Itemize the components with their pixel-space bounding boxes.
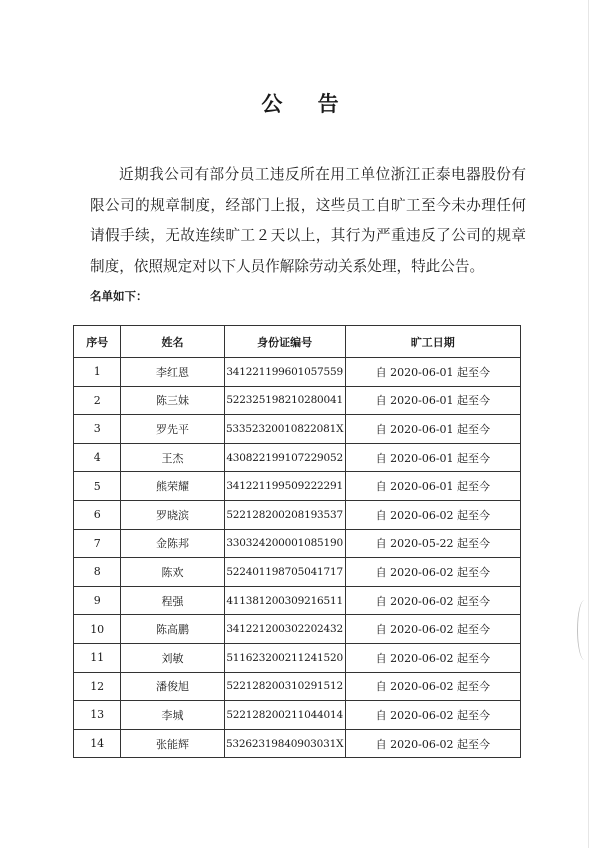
row-number: 8: [74, 558, 121, 587]
table-body: [74, 358, 521, 758]
row-id-number: 522325198210280041: [224, 386, 345, 415]
table-row: [74, 586, 521, 615]
notice-body: 近期我公司有部分员工违反所在用工单位浙江正泰电器股份有限公司的规章制度，经部门上报，这些员工自旷工至今未办理任何请假手续，无故连续旷工２天以上，其行为严重违反了公司的规章制度，依照规定对以下人员作解除劳动关系处理，特此公告。: [90, 166, 526, 275]
row-number: 5: [74, 472, 121, 501]
row-name: 熊荣耀: [121, 472, 224, 501]
row-absence-date: 自 2020-06-02 起至今: [345, 615, 520, 644]
row-name: 刘敏: [121, 643, 224, 672]
table-row: [74, 472, 521, 501]
row-id-number: 341221199509222291: [224, 472, 345, 501]
table-row: [74, 529, 521, 558]
row-number: 6: [74, 500, 121, 529]
row-absence-date: 自 2020-06-02 起至今: [345, 672, 520, 701]
row-number: 11: [74, 643, 121, 672]
row-absence-date: 自 2020-06-01 起至今: [345, 472, 520, 501]
row-absence-date: 自 2020-06-01 起至今: [345, 443, 520, 472]
row-number: 9: [74, 586, 121, 615]
row-id-number: 330324200001085190: [224, 529, 345, 558]
row-name: 罗晓滨: [121, 500, 224, 529]
row-id-number: 522128200310291512: [224, 672, 345, 701]
employee-table: [73, 325, 521, 758]
header-number: 序号: [74, 326, 121, 358]
table-row: [74, 358, 521, 387]
row-name: 李城: [121, 701, 224, 730]
row-id-number: 430822199107229052: [224, 443, 345, 472]
row-id-number: 341221200302202432: [224, 615, 345, 644]
table-row: [74, 415, 521, 444]
table-row: [74, 615, 521, 644]
scan-edge-line: [588, 0, 589, 848]
row-id-number: 522128200211044014: [224, 701, 345, 730]
row-id-number: 522401198705041717: [224, 558, 345, 587]
header-id-number: 身份证编号: [224, 326, 345, 358]
row-name: 王杰: [121, 443, 224, 472]
row-absence-date: 自 2020-06-02 起至今: [345, 586, 520, 615]
row-id-number: 522128200208193537: [224, 500, 345, 529]
table-row: [74, 443, 521, 472]
row-number: 12: [74, 672, 121, 701]
row-number: 3: [74, 415, 121, 444]
row-name: 陈高鹏: [121, 615, 224, 644]
seal-edge-mark: [577, 600, 592, 660]
row-name: 张能辉: [121, 729, 224, 758]
row-number: 2: [74, 386, 121, 415]
row-id-number: 411381200309216511: [224, 586, 345, 615]
row-absence-date: 自 2020-06-02 起至今: [345, 558, 520, 587]
row-number: 7: [74, 529, 121, 558]
row-absence-date: 自 2020-06-02 起至今: [345, 729, 520, 758]
list-label: 名单如下：: [90, 289, 148, 303]
row-number: 1: [74, 358, 121, 387]
row-absence-date: 自 2020-05-22 起至今: [345, 529, 520, 558]
row-absence-date: 自 2020-06-02 起至今: [345, 701, 520, 730]
row-name: 潘俊旭: [121, 672, 224, 701]
row-name: 罗先平: [121, 415, 224, 444]
table-row: [74, 500, 521, 529]
header-absence-date: 旷工日期: [345, 326, 520, 358]
table-row: [74, 701, 521, 730]
row-number: 10: [74, 615, 121, 644]
row-number: 13: [74, 701, 121, 730]
table-row: [74, 729, 521, 758]
row-absence-date: 自 2020-06-01 起至今: [345, 386, 520, 415]
header-name: 姓名: [121, 326, 224, 358]
row-number: 4: [74, 443, 121, 472]
row-number: 14: [74, 729, 121, 758]
row-absence-date: 自 2020-06-02 起至今: [345, 643, 520, 672]
table-row: [74, 386, 521, 415]
row-absence-date: 自 2020-06-01 起至今: [345, 415, 520, 444]
row-id-number: 53352320010822081X: [224, 415, 345, 444]
table-row: [74, 558, 521, 587]
row-name: 金陈邦: [121, 529, 224, 558]
row-name: 陈欢: [121, 558, 224, 587]
table-row: [74, 672, 521, 701]
table-row: [74, 643, 521, 672]
row-name: 陈三妹: [121, 386, 224, 415]
row-absence-date: 自 2020-06-01 起至今: [345, 358, 520, 387]
row-name: 李红恩: [121, 358, 224, 387]
table-header-row: [74, 326, 521, 358]
row-id-number: 511623200211241520: [224, 643, 345, 672]
row-name: 程强: [121, 586, 224, 615]
page-title: 公 告: [261, 91, 353, 116]
row-absence-date: 自 2020-06-02 起至今: [345, 500, 520, 529]
row-id-number: 341221199601057559: [224, 358, 345, 387]
row-id-number: 53262319840903031X: [224, 729, 345, 758]
